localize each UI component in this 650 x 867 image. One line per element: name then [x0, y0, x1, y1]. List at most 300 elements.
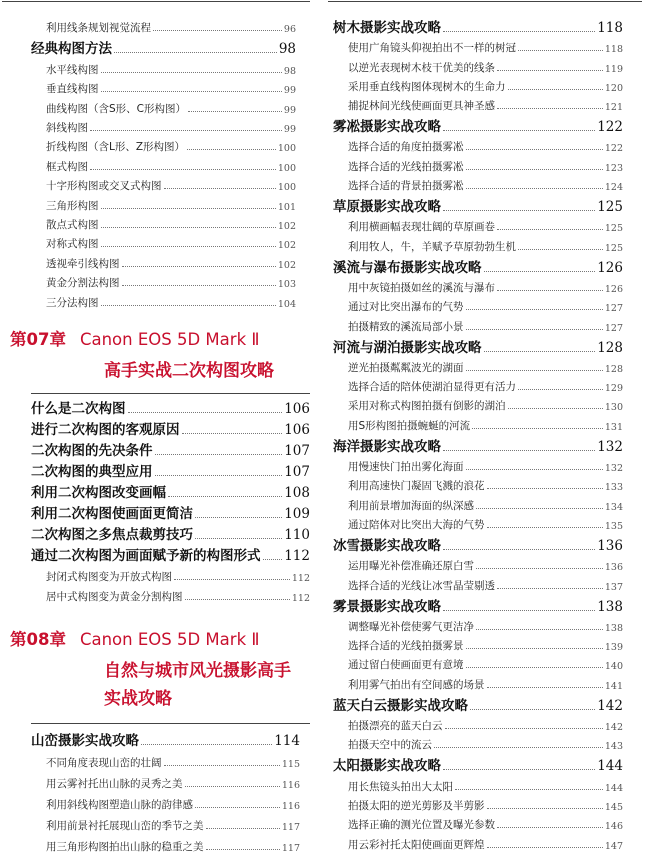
- page-number: 138: [597, 598, 623, 615]
- page-number: 144: [604, 782, 623, 794]
- toc-subsection-entry: [46, 116, 296, 135]
- entry-title: 黄金分割法构图: [46, 277, 120, 290]
- toc-section-entry: [333, 334, 623, 356]
- toc-section-entry: [333, 752, 623, 774]
- page-number: 104: [277, 298, 296, 310]
- entry-title: 用中灰镜拍摄如丝的溪流与瀑布: [348, 281, 495, 294]
- dot-leader: [443, 31, 595, 32]
- toc-subsection-entry: [348, 155, 623, 174]
- entry-title: 河流与湖泊摄影实战攻略: [333, 339, 482, 356]
- page-number: 98: [278, 41, 296, 58]
- entry-title: 水平线构图: [46, 63, 99, 76]
- toc-section-entry: [333, 433, 623, 455]
- page-number: 109: [284, 506, 310, 522]
- entry-title: 折线构图（含L形、Z形构图）: [46, 141, 186, 154]
- dot-leader: [476, 629, 603, 630]
- toc-section-entry: [333, 113, 623, 135]
- page-number: 107: [284, 443, 310, 459]
- entry-title: 利用牧人，牛，羊赋予草原勃勃生机: [348, 240, 516, 253]
- dot-leader: [443, 769, 595, 770]
- dot-leader: [466, 370, 603, 371]
- toc-subsection-entry: [348, 733, 623, 752]
- page-number: 118: [597, 20, 623, 36]
- dot-leader: [187, 149, 276, 150]
- page-number: 98: [283, 65, 296, 77]
- toc-section-entry: [31, 543, 310, 564]
- dot-leader: [466, 469, 603, 470]
- entry-title: 对称式构图: [46, 238, 99, 251]
- page-number: 106: [284, 401, 310, 417]
- entry-title: 利用前景衬托展现山峦的季节之美: [46, 820, 204, 832]
- entry-title: 冰雪摄影实战攻略: [333, 538, 441, 554]
- entry-title: 散点式构图: [46, 218, 99, 231]
- page-number: 122: [604, 143, 623, 155]
- entry-title: 框式构图: [46, 160, 88, 173]
- divider: [31, 723, 310, 724]
- page-number: 131: [604, 421, 623, 433]
- dot-leader: [195, 517, 282, 518]
- entry-title: 利用二次构图改变画幅: [31, 485, 166, 501]
- dot-leader: [470, 709, 595, 710]
- dot-leader: [101, 227, 276, 228]
- dot-leader: [206, 849, 280, 850]
- toc-subsection-entry: [46, 77, 296, 96]
- chapter-number: 第07章: [10, 330, 66, 349]
- entry-title: 选择合适的背景拍摄雾凇: [348, 180, 464, 193]
- dot-leader: [101, 91, 282, 92]
- toc-subsection-entry: [348, 295, 623, 314]
- dot-leader: [443, 610, 595, 611]
- page-number: 139: [604, 642, 623, 654]
- toc-subsection-entry: [46, 812, 300, 833]
- toc-subsection-entry: [46, 833, 300, 854]
- dot-leader: [185, 786, 280, 787]
- dot-leader: [443, 130, 595, 131]
- dot-leader: [122, 266, 276, 267]
- toc-subsection-entry: [348, 174, 623, 193]
- entry-title: 封闭式构图变为开放式构图: [46, 571, 172, 583]
- dot-leader: [472, 428, 603, 429]
- entry-title: 十字形构图或交叉式构图: [46, 180, 162, 193]
- dot-leader: [101, 72, 282, 73]
- page-number: 137: [604, 581, 623, 593]
- chapter-title: 自然与城市风光摄影高手: [104, 661, 291, 681]
- page-number: 99: [283, 85, 296, 97]
- dot-leader: [90, 169, 276, 170]
- page-number: 136: [597, 538, 623, 554]
- toc-subsection-entry: [46, 564, 310, 584]
- toc-subsection-entry: [348, 794, 623, 813]
- dot-leader: [466, 309, 603, 310]
- toc-section-entry: [31, 396, 310, 417]
- entry-title: 选择合适的陪体使湖泊显得更有活力: [348, 381, 516, 394]
- entry-title: 使用广角镜头仰视拍出不一样的树冠: [348, 42, 516, 55]
- dot-leader: [128, 412, 283, 413]
- page-number: 144: [597, 758, 623, 775]
- page-number: 116: [281, 780, 300, 791]
- page-number: 100: [277, 162, 296, 174]
- page-number: 126: [597, 259, 623, 276]
- entry-title: 什么是二次构图: [31, 401, 126, 417]
- page-number: 133: [604, 482, 623, 494]
- page-number: 140: [604, 661, 623, 673]
- page-number: 123: [604, 162, 623, 174]
- toc-section-entry: [333, 532, 623, 554]
- page-number: 132: [604, 463, 623, 475]
- entry-title: 居中式构图变为黄金分割构图: [46, 591, 183, 603]
- dot-leader: [263, 559, 283, 560]
- entry-title: 用长焦镜头拍出大太阳: [348, 780, 453, 793]
- toc-subsection-entry: [46, 584, 310, 604]
- toc-subsection-entry: [348, 653, 623, 672]
- entry-title: 利用雾气拍出有空间感的场景: [348, 678, 485, 691]
- entry-title: 通过留白使画面更有意境: [348, 659, 464, 672]
- toc-section-entry: [31, 438, 310, 459]
- page-number: 143: [604, 741, 623, 753]
- page-number: 110: [284, 527, 310, 543]
- entry-title: 以逆光表现树木枝干优美的线条: [348, 61, 495, 74]
- page-number: 142: [604, 722, 623, 734]
- entry-title: 逆光拍摄粼粼波光的湖面: [348, 361, 464, 374]
- page-number: 135: [604, 520, 623, 532]
- entry-title: 利用线条规划视觉流程: [46, 22, 151, 35]
- toc-subsection-entry: [348, 135, 623, 154]
- toc-section-entry: [31, 417, 310, 438]
- entry-title: 利用二次构图使画面更简洁: [31, 506, 193, 522]
- toc-subsection-entry: [348, 234, 623, 253]
- page-number: 118: [604, 44, 623, 56]
- page-number: 119: [604, 63, 623, 75]
- toc-subsection-entry: [46, 96, 296, 115]
- entry-title: 经典构图方法: [31, 41, 112, 58]
- entry-title: 拍摄太阳的逆光剪影及半剪影: [348, 799, 485, 812]
- dot-leader: [497, 108, 603, 109]
- dot-leader: [195, 807, 280, 808]
- page-number: 125: [604, 223, 623, 235]
- page-number: 121: [604, 102, 623, 114]
- toc-subsection-entry: [46, 174, 296, 193]
- dot-leader: [466, 329, 603, 330]
- dot-leader: [487, 687, 603, 688]
- page-number: 101: [277, 201, 296, 213]
- toc-subsection-entry: [46, 271, 296, 290]
- page-number: 99: [283, 123, 296, 135]
- dot-leader: [487, 847, 603, 848]
- dot-leader: [518, 50, 603, 51]
- page-number: 126: [604, 283, 623, 295]
- entry-title: 利用前景增加海面的纵深感: [348, 499, 474, 512]
- toc-subsection-entry: [348, 75, 623, 94]
- toc-section-entry: [31, 522, 310, 543]
- dot-leader: [101, 208, 276, 209]
- page-number: 115: [281, 759, 300, 770]
- toc-subsection-entry: [46, 135, 296, 154]
- dot-leader: [155, 454, 283, 455]
- page-number: 128: [597, 339, 623, 356]
- dot-leader: [114, 52, 277, 53]
- chapter-title-continued: 实战攻略: [104, 689, 172, 709]
- page-number: 130: [604, 402, 623, 414]
- dot-leader: [101, 305, 276, 306]
- toc-section-entry: [31, 501, 310, 522]
- page-number: 122: [597, 119, 623, 136]
- chapter-number: 第08章: [10, 630, 66, 649]
- toc-section-entry: [333, 193, 623, 215]
- dot-leader: [508, 89, 603, 90]
- entry-title: 采用垂直线构图体现树木的生命力: [348, 80, 506, 93]
- dot-leader: [443, 450, 595, 451]
- entry-title: 利用横画幅表现壮阔的草原画卷: [348, 221, 495, 234]
- toc-section-entry: [333, 254, 623, 276]
- toc-subsection-entry: [348, 554, 623, 573]
- page-number: 147: [604, 840, 623, 852]
- entry-title: 透视牵引线构图: [46, 257, 120, 270]
- dot-leader: [141, 744, 272, 745]
- page-number: 117: [281, 822, 300, 833]
- entry-title: 溪流与瀑布摄影实战攻略: [333, 259, 482, 276]
- page-number: 138: [604, 622, 623, 634]
- entry-title: 利用高速快门凝固飞溅的浪花: [348, 480, 485, 493]
- dot-leader: [195, 538, 282, 539]
- entry-title: 雾景摄影实战攻略: [333, 598, 441, 615]
- chapter-camera-name: Canon EOS 5D Mark Ⅱ: [79, 330, 260, 349]
- page-number: 112: [284, 548, 310, 564]
- entry-title: 选择合适的光线拍摄雾景: [348, 640, 464, 653]
- dot-leader: [484, 271, 596, 272]
- dot-leader: [484, 351, 596, 352]
- dot-leader: [508, 408, 603, 409]
- toc-subsection-entry: [46, 57, 296, 76]
- page-number: 106: [284, 422, 310, 438]
- toc-subsection-entry: [348, 634, 623, 653]
- dot-leader: [497, 290, 603, 291]
- page-number: 142: [597, 697, 623, 714]
- toc-subsection-entry: [348, 356, 623, 375]
- dot-leader: [497, 588, 603, 589]
- entry-title: 用云彩衬托太阳使画面更辉煌: [348, 838, 485, 851]
- entry-title: 用三角形构图拍出山脉的稳重之美: [46, 841, 204, 853]
- divider: [31, 393, 310, 394]
- dot-leader: [182, 433, 283, 434]
- toc-section-entry: [31, 459, 310, 480]
- entry-title: 二次构图的先决条件: [31, 443, 153, 459]
- chapter-title: 高手实战二次构图攻略: [104, 361, 274, 381]
- toc-subsection-entry: [46, 213, 296, 232]
- dot-leader: [487, 527, 603, 528]
- entry-title: 曲线构图（含S形、C形构图）: [46, 102, 186, 115]
- entry-title: 不同角度表现山峦的壮阔: [46, 757, 162, 769]
- entry-title: 拍摄漂亮的蓝天白云: [348, 720, 443, 733]
- page-number: 100: [277, 143, 296, 155]
- entry-title: 用慢速快门拍出雾化海面: [348, 461, 464, 474]
- entry-title: 进行二次构图的客观原因: [31, 422, 180, 438]
- entry-title: 三分法构图: [46, 296, 99, 309]
- toc-subsection-entry: [46, 749, 300, 770]
- toc-section-entry: [333, 692, 623, 714]
- dot-leader: [497, 70, 603, 71]
- dot-leader: [164, 188, 276, 189]
- dot-leader: [476, 508, 603, 509]
- page-number: 128: [604, 363, 623, 375]
- toc-subsection-entry: [348, 55, 623, 74]
- page-number: 102: [277, 259, 296, 271]
- toc-subsection-entry: [348, 673, 623, 692]
- toc-subsection-entry: [348, 573, 623, 592]
- dot-leader: [518, 249, 603, 250]
- page-number: 102: [277, 240, 296, 252]
- page-number: 103: [277, 279, 296, 291]
- toc-section-entry: [31, 727, 300, 749]
- toc-subsection-entry: [348, 215, 623, 234]
- entry-title: 斜线构图: [46, 121, 88, 134]
- page-number: 108: [284, 485, 310, 501]
- dot-leader: [188, 111, 282, 112]
- toc-subsection-entry: [46, 193, 296, 212]
- dot-leader: [466, 188, 603, 189]
- page-number: 107: [284, 464, 310, 480]
- dot-leader: [466, 149, 603, 150]
- toc-subsection-entry: [46, 16, 296, 35]
- dot-leader: [455, 789, 603, 790]
- chapter-camera-name: Canon EOS 5D Mark Ⅱ: [79, 630, 260, 649]
- page-number: 124: [604, 182, 623, 194]
- dot-leader: [518, 389, 603, 390]
- toc-section-entry: [333, 14, 623, 36]
- entry-title: 二次构图之多焦点裁剪技巧: [31, 527, 193, 543]
- toc-subsection-entry: [46, 791, 300, 812]
- dot-leader: [90, 130, 282, 131]
- dot-leader: [487, 488, 603, 489]
- toc-subsection-entry: [46, 232, 296, 251]
- toc-subsection-entry: [46, 251, 296, 270]
- entry-title: 通过对比突出瀑布的气势: [348, 301, 464, 314]
- toc-subsection-entry: [46, 770, 300, 791]
- dot-leader: [497, 229, 603, 230]
- entry-title: 二次构图的典型应用: [31, 464, 153, 480]
- toc-subsection-entry: [348, 513, 623, 532]
- dot-leader: [168, 496, 282, 497]
- page-number: 96: [283, 24, 296, 36]
- dot-leader: [487, 808, 603, 809]
- toc-subsection-entry: [348, 774, 623, 793]
- toc-subsection-entry: [348, 493, 623, 512]
- entry-title: 采用对称式构图拍摄有倒影的湖泊: [348, 400, 506, 413]
- toc-subsection-entry: [348, 832, 623, 851]
- entry-title: 拍摄天空中的流云: [348, 739, 432, 752]
- page-number: 100: [277, 182, 296, 194]
- page-number: 117: [281, 843, 300, 854]
- dot-leader: [434, 747, 603, 748]
- toc-subsection-entry: [348, 394, 623, 413]
- dot-leader: [174, 579, 290, 580]
- entry-title: 选择合适的角度拍摄雾凇: [348, 141, 464, 154]
- dot-leader: [497, 827, 603, 828]
- entry-title: 选择正确的测光位置及曝光参数: [348, 819, 495, 832]
- toc-section-entry: [31, 35, 296, 57]
- dot-leader: [206, 828, 280, 829]
- entry-title: 选择合适的光线拍摄雾凇: [348, 160, 464, 173]
- entry-title: 利用斜线构图塑造山脉的韵律感: [46, 799, 193, 811]
- entry-title: 用云雾衬托出山脉的灵秀之美: [46, 778, 183, 790]
- toc-subsection-entry: [348, 615, 623, 634]
- page-number: 102: [277, 220, 296, 232]
- page-number: 145: [604, 801, 623, 813]
- entry-title: 树木摄影实战攻略: [333, 20, 441, 36]
- entry-title: 选择合适的光线让冰雪晶莹剔透: [348, 579, 495, 592]
- page-number: 116: [281, 801, 300, 812]
- entry-title: 山峦摄影实战攻略: [31, 733, 139, 749]
- entry-title: 太阳摄影实战攻略: [333, 758, 441, 775]
- toc-subsection-entry: [348, 455, 623, 474]
- page-number: 112: [291, 573, 310, 584]
- toc-subsection-entry: [46, 154, 296, 173]
- toc-subsection-entry: [348, 414, 623, 433]
- entry-title: 三角形构图: [46, 199, 99, 212]
- dot-leader: [443, 210, 595, 211]
- page-number: 146: [604, 821, 623, 833]
- entry-title: 捕捉林间光线使画面更具神圣感: [348, 100, 495, 113]
- entry-title: 运用曝光补偿准确还原白雪: [348, 560, 474, 573]
- dot-leader: [443, 549, 595, 550]
- toc-subsection-entry: [348, 375, 623, 394]
- entry-title: 用S形构图拍摄蜿蜒的河流: [348, 419, 471, 432]
- page-number: 132: [597, 438, 623, 455]
- page-number: 129: [604, 383, 623, 395]
- toc-subsection-entry: [348, 36, 623, 55]
- entry-title: 海洋摄影实战攻略: [333, 438, 441, 455]
- toc-subsection-entry: [348, 314, 623, 333]
- entry-title: 草原摄影实战攻略: [333, 199, 441, 216]
- entry-title: 拍摄精致的溪流局部小景: [348, 320, 464, 333]
- entry-title: 通过二次构图为画面赋予新的构图形式: [31, 548, 261, 564]
- dot-leader: [445, 728, 603, 729]
- page-number: 125: [597, 199, 623, 216]
- dot-leader: [476, 568, 603, 569]
- toc-subsection-entry: [348, 276, 623, 295]
- dot-leader: [153, 30, 282, 31]
- dot-leader: [466, 648, 603, 649]
- page-number: 127: [604, 322, 623, 334]
- toc-subsection-entry: [348, 714, 623, 733]
- entry-title: 调整曝光补偿使雾气更洁净: [348, 620, 474, 633]
- page-number: 112: [291, 593, 310, 604]
- dot-leader: [101, 246, 276, 247]
- page-number: 114: [274, 733, 300, 749]
- toc-section-entry: [333, 593, 623, 615]
- dot-leader: [466, 169, 603, 170]
- toc-subsection-entry: [348, 813, 623, 832]
- page-number: 127: [604, 303, 623, 315]
- toc-section-entry: [31, 480, 310, 501]
- page-number: 125: [604, 242, 623, 254]
- page-number: 136: [604, 562, 623, 574]
- entry-title: 雾凇摄影实战攻略: [333, 119, 441, 136]
- dot-leader: [155, 475, 283, 476]
- dot-leader: [164, 765, 280, 766]
- toc-subsection-entry: [348, 94, 623, 113]
- dot-leader: [185, 599, 290, 600]
- page-number: 134: [604, 501, 623, 513]
- page-number: 120: [604, 82, 623, 94]
- dot-leader: [466, 667, 603, 668]
- toc-subsection-entry: [46, 290, 296, 309]
- page-number: 99: [283, 104, 296, 116]
- entry-title: 蓝天白云摄影实战攻略: [333, 697, 468, 714]
- entry-title: 通过陪体对比突出大海的气势: [348, 518, 485, 531]
- entry-title: 垂直线构图: [46, 83, 99, 96]
- divider: [2, 1, 310, 2]
- toc-subsection-entry: [348, 474, 623, 493]
